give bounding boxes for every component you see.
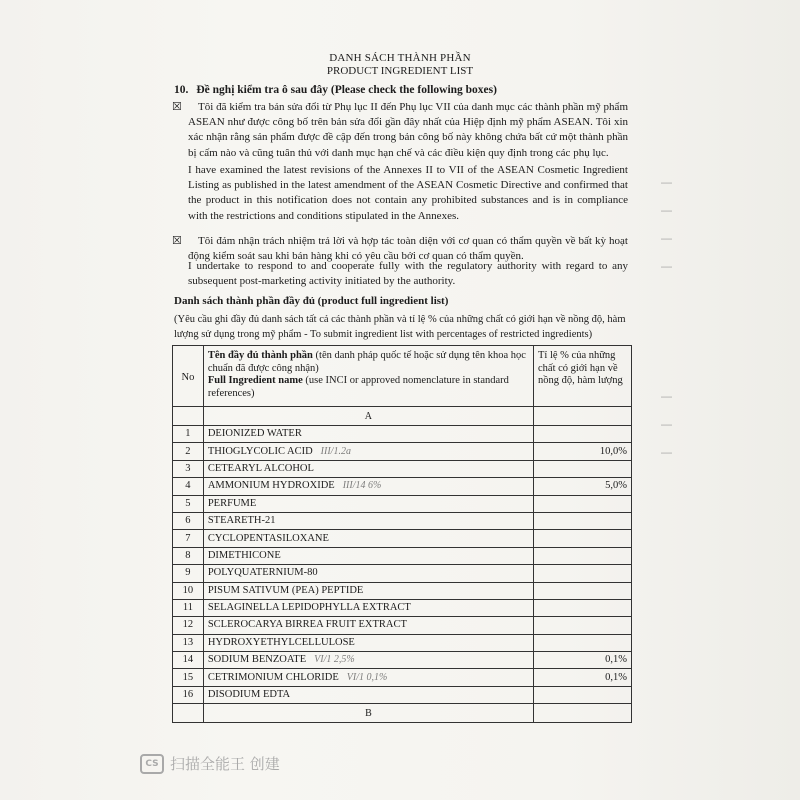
table-row (173, 530, 632, 547)
ingredient-table (172, 345, 632, 723)
ingredient-name: SCLEROCARYA BIRREA FRUIT EXTRACT (207, 619, 407, 631)
header-name-vi-rest: (tên danh pháp quốc tế hoặc sử dụng tên khoa học chuẩn đã được công nhận) (207, 350, 526, 374)
handwritten-annotation: VI/1 2,5% (314, 654, 355, 666)
ingredient-name-cell (203, 652, 533, 669)
ingredient-name: DIMETHICONE (207, 549, 281, 561)
table-row (173, 669, 632, 686)
row-number: 6 (173, 512, 204, 529)
table-row (173, 599, 632, 616)
restricted-percentage (534, 634, 632, 651)
ingredient-name: PERFUME (207, 497, 257, 509)
table-row (173, 460, 632, 477)
restricted-percentage: 10,0% (534, 443, 632, 460)
ingredient-name-cell (203, 530, 533, 547)
row-number: 13 (173, 634, 204, 651)
ingredient-name: CETEARYL ALCOHOL (207, 462, 314, 474)
header-percentage: Tỉ lệ % của những chất có giới hạn về nồng độ, hàm lượng (534, 346, 632, 407)
ingredient-name: CYCLOPENTASILOXANE (207, 532, 329, 544)
row-number: 14 (173, 652, 204, 669)
table-row (173, 547, 632, 564)
group-row-b (173, 704, 632, 723)
ingredient-name-cell (203, 565, 533, 582)
restricted-percentage: 0,1% (534, 652, 632, 669)
table-row (173, 617, 632, 634)
table-header-row (173, 346, 632, 407)
ingredient-name: SODIUM BENZOATE (207, 654, 307, 666)
row-number: 1 (173, 426, 204, 443)
ingredient-list-requirement: (Yêu cầu ghi đầy đủ danh sách tất cả các thành phần và tỉ lệ % của những chất có giới hạn về nồng độ, hàm lượng sử dụng trong mỹ phẩm - To submit ingredient list with percentages of restricted ingredients) (174, 314, 626, 340)
camscanner-logo-icon: CS (140, 754, 164, 774)
ingredient-name-cell (203, 512, 533, 529)
declaration-1-en: I have examined the latest revisions of the Annexes II to VII of the ASEAN Cosmetic Ingredient Listing as published in the latest amendment of the ASEAN Cosmetic Directive and confirmed that the product in this notification does not contain any prohibited substances and is in compliance with the restrictions and conditions stipulated in the Annexes. (188, 164, 628, 222)
row-number: 5 (173, 495, 204, 512)
ingredient-name: AMMONIUM HYDROXIDE (207, 480, 335, 492)
table-row (173, 686, 632, 703)
handwritten-annotation: III/14 6% (342, 480, 382, 492)
group-label-a: A (203, 407, 533, 426)
row-number: 3 (173, 460, 204, 477)
table-row (173, 495, 632, 512)
restricted-percentage (534, 547, 632, 564)
ingredient-name-cell (203, 460, 533, 477)
ingredient-name-cell (203, 547, 533, 564)
restricted-percentage (534, 599, 632, 616)
row-number: 15 (173, 669, 204, 686)
restricted-percentage (534, 426, 632, 443)
ingredient-name: THIOGLYCOLIC ACID (207, 445, 313, 457)
checked-box-1: ☒ (172, 101, 182, 113)
restricted-percentage (534, 565, 632, 582)
table-row (173, 478, 632, 495)
ingredient-name: STEARETH-21 (207, 515, 276, 527)
restricted-percentage (534, 495, 632, 512)
table-row (173, 443, 632, 460)
table-row (173, 512, 632, 529)
restricted-percentage: 5,0% (534, 478, 632, 495)
header-name-en-bold: Full Ingredient name (207, 375, 303, 386)
row-number: 12 (173, 617, 204, 634)
watermark-text: 扫描全能王 创建 (170, 755, 280, 773)
ingredient-name-cell (203, 617, 533, 634)
ingredient-list-title: Danh sách thành phần đầy đủ (product full ingredient list) (174, 295, 449, 307)
restricted-percentage (534, 617, 632, 634)
restricted-percentage (534, 460, 632, 477)
handwritten-annotation: III/1.2a (320, 445, 351, 457)
row-number: 8 (173, 547, 204, 564)
table-row (173, 582, 632, 599)
handwritten-annotation: VI/1 0,1% (346, 671, 388, 683)
ingredient-name-cell (203, 443, 533, 460)
ingredient-name-cell (203, 669, 533, 686)
section-number: 10. (174, 84, 189, 96)
ingredient-name-cell (203, 599, 533, 616)
ingredient-name-cell (203, 582, 533, 599)
restricted-percentage (534, 582, 632, 599)
ingredient-name-cell (203, 426, 533, 443)
restricted-percentage (534, 686, 632, 703)
row-number: 2 (173, 443, 204, 460)
declaration-2-en: I undertake to respond to and cooperate fully with the regulatory authority with regard to any subsequent post-marketing activity initiated by the authority. (188, 260, 628, 288)
row-number: 10 (173, 582, 204, 599)
ingredient-name: SELAGINELLA LEPIDOPHYLLA EXTRACT (207, 602, 411, 614)
ingredient-name-cell (203, 495, 533, 512)
ingredient-name-cell (203, 686, 533, 703)
table-row (173, 426, 632, 443)
restricted-percentage: 0,1% (534, 669, 632, 686)
ingredient-name: PISUM SATIVUM (PEA) PEPTIDE (207, 584, 364, 596)
header-no: No (173, 346, 204, 407)
group-row-a (173, 407, 632, 426)
group-label-b: B (203, 704, 533, 723)
restricted-percentage (534, 512, 632, 529)
ingredient-name: HYDROXYETHYLCELLULOSE (207, 636, 355, 648)
side-stamp-marks: | | | | | | | (659, 181, 675, 455)
row-number: 16 (173, 686, 204, 703)
declaration-2-vi: Tôi đảm nhận trách nhiệm trả lời và hợp tác toàn diện với cơ quan có thẩm quyền về bất kỳ hoạt động kiểm soát sau khi bán hàng khi có yêu cầu bởi cơ quan có thẩm quyền. (188, 235, 628, 263)
row-number: 9 (173, 565, 204, 582)
row-number: 11 (173, 599, 204, 616)
title-vietnamese: DANH SÁCH THÀNH PHẦN (329, 52, 471, 64)
ingredient-name: DISODIUM EDTA (207, 689, 291, 701)
header-ingredient-name (203, 346, 533, 407)
scanner-watermark (140, 753, 280, 774)
row-number: 7 (173, 530, 204, 547)
ingredient-name-cell (203, 478, 533, 495)
table-row (173, 565, 632, 582)
table-row (173, 634, 632, 651)
ingredient-name-cell (203, 634, 533, 651)
section-10-heading (174, 84, 497, 96)
ingredient-name: POLYQUATERNIUM-80 (207, 567, 318, 579)
header-name-vi-bold: Tên đầy đủ thành phần (207, 350, 313, 361)
declaration-1-vi: Tôi đã kiểm tra bản sửa đổi từ Phụ lục II đến Phụ lục VII của danh mục các thành phần mỹ phẩm ASEAN như được công bố trên bản sửa đổi gần đây nhất của Hiệp định mỹ phẩm ASEAN. Tôi xin xác nhận rằng sản phẩm được đề cập đến trong bản công bố này không chứa bất cứ một thành phần bị cấm nào và cũng tuân thủ với danh mục hạn chế và các điều kiện quy định trong các phụ lục. (188, 101, 628, 159)
row-number: 4 (173, 478, 204, 495)
table-row (173, 652, 632, 669)
section-heading-text: Đề nghị kiểm tra ô sau đây (Please check the following boxes) (196, 84, 497, 96)
checked-box-2: ☒ (172, 235, 182, 247)
restricted-percentage (534, 530, 632, 547)
header-name-en-rest: (use INCI or approved nomenclature in standard references) (207, 375, 509, 399)
ingredient-name: DEIONIZED WATER (207, 428, 302, 440)
title-english: PRODUCT INGREDIENT LIST (326, 65, 474, 77)
ingredient-name: CETRIMONIUM CHLORIDE (207, 671, 339, 683)
